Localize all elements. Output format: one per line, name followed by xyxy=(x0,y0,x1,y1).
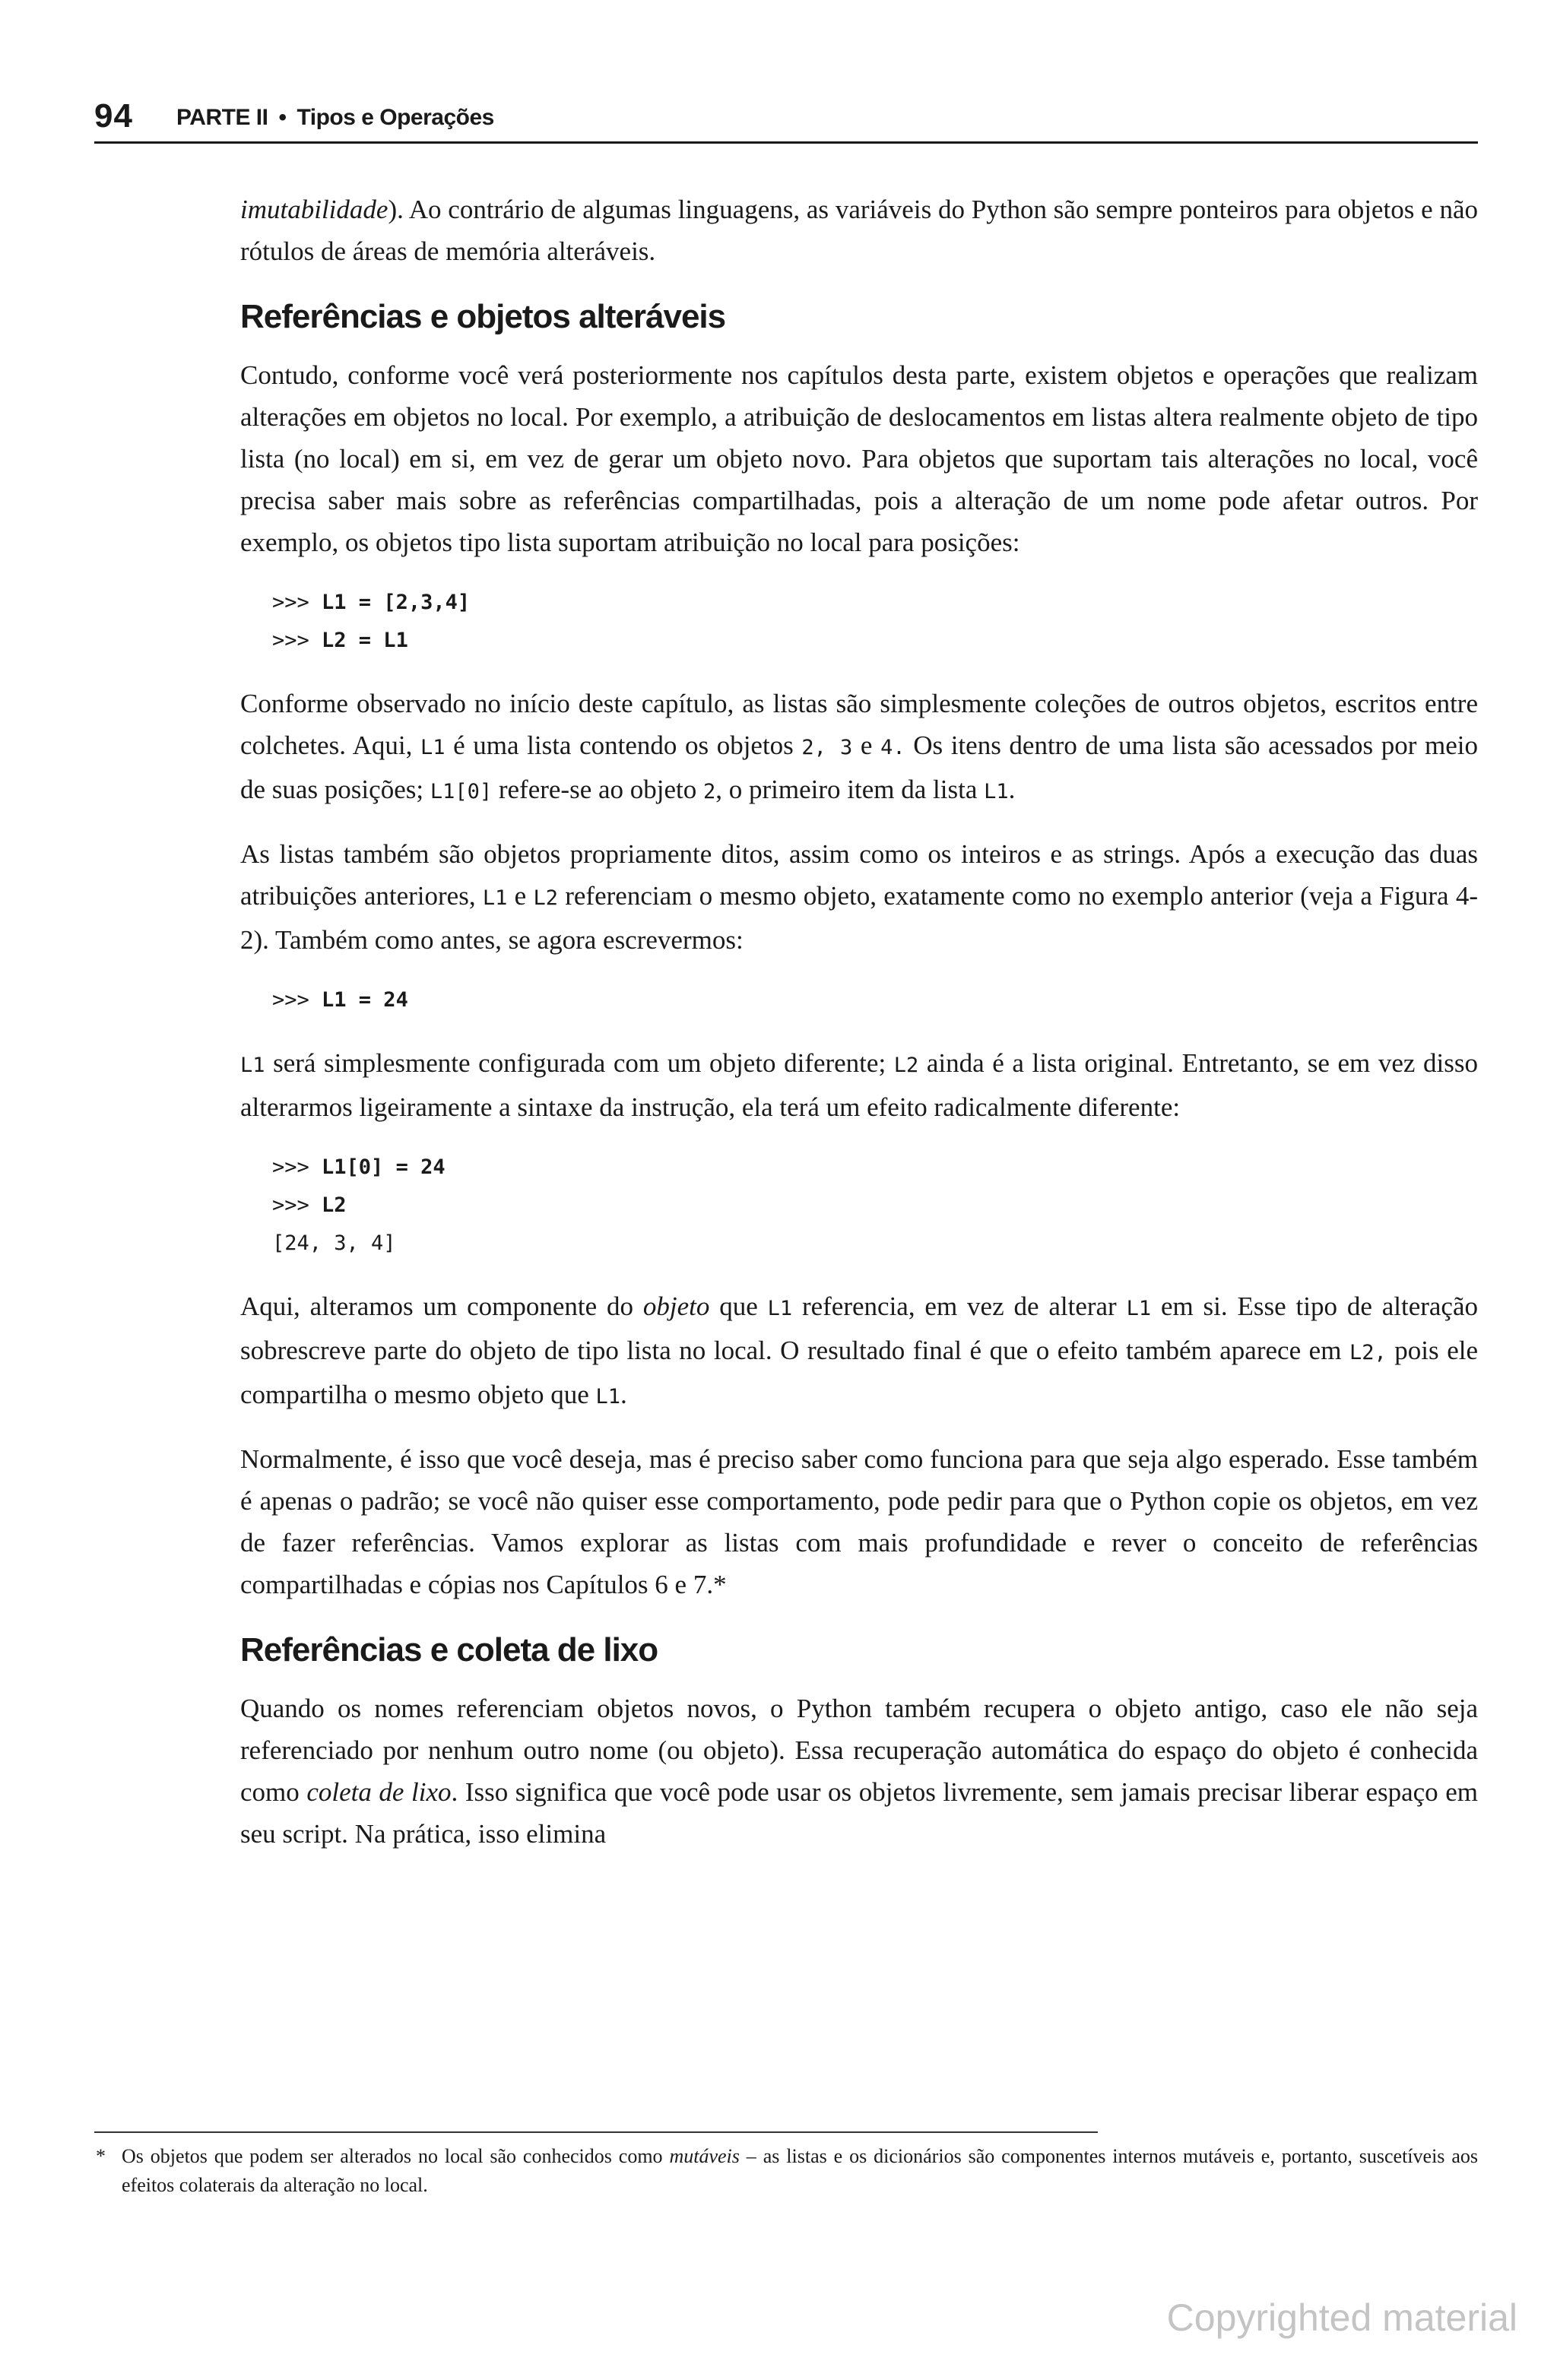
paragraph-3: Conforme observado no início deste capítulo, as listas são simplesmente coleções de outros objetos, escritos entre colchetes. Aqui, L1 é uma lista contendo os objetos 2, 3 e 4. Os itens dentro de uma lista são acessados por meio de suas posições; L1[0] refere-se ao objeto 2, o primeiro item da lista L1. xyxy=(240,689,1479,804)
inline-code: L2, xyxy=(1349,1341,1387,1364)
inline-code: 2, 3 xyxy=(801,736,853,759)
emphasis-term: mutáveis xyxy=(669,2145,740,2167)
emphasis-term: objeto xyxy=(642,1291,710,1321)
footnote-divider xyxy=(94,2131,1098,2133)
inline-code: L1 xyxy=(482,886,508,910)
inline-code: 4. xyxy=(880,736,905,759)
inline-code: L2 xyxy=(893,1054,919,1077)
running-head xyxy=(94,97,1478,144)
paragraph-5: L1 será simplesmente configurada com um objeto diferente; L2 ainda é a lista original. Entretanto, se em vez disso alterarmos ligeiramente a sintaxe da instrução, ela terá um efeito radicalmente diferente: xyxy=(240,1048,1478,1122)
inline-code: L1 xyxy=(1126,1297,1152,1320)
footnote-marker: * xyxy=(96,2145,106,2167)
section-heading-garbage-collection: Referências e coleta de lixo xyxy=(240,1631,658,1669)
code-block-3: >>> L1[0] = 24 >>> L2 [24, 3, 4] xyxy=(272,1155,446,1255)
part-label: PARTE II xyxy=(176,105,268,130)
inline-code: L1 xyxy=(420,736,446,759)
code-block-1: >>> L1 = [2,3,4] >>> L2 = L1 xyxy=(272,591,471,652)
code-block-2: >>> L1 = 24 xyxy=(272,988,408,1012)
paragraph-8: Quando os nomes referenciam objetos novos, o Python também recupera o objeto antigo, caso ele não seja referenciado por nenhum outro nome (ou objeto). Essa recuperação automática do espaço do objeto é conhecida como coleta de lixo. Isso significa que você pode usar os objetos livremente, sem jamais precisar liberar espaço em seu script. Na prática, isso elimina xyxy=(240,1694,1478,1849)
inline-code: L1 xyxy=(984,780,1009,803)
chapter-label: Tipos e Operações xyxy=(296,105,494,130)
inline-code: 2 xyxy=(703,780,716,803)
copyright-watermark: Copyrighted material xyxy=(1166,2296,1517,2339)
inline-code: L1 xyxy=(767,1297,793,1320)
bullet-separator: • xyxy=(278,105,287,130)
footnote: * Os objetos que podem ser alterados no local são conhecidos como mutáveis – as listas e os dicionários são componentes internos mutáveis e, portanto, suscetíveis aos efeitos colaterais da alteração no local. xyxy=(122,2142,1478,2200)
part-title xyxy=(176,105,494,131)
section-heading-shared-references: Referências e objetos alteráveis xyxy=(240,298,726,335)
inline-code: L1 xyxy=(595,1385,621,1409)
page-body xyxy=(240,189,1478,1875)
emphasis-term: imutabilidade xyxy=(240,195,388,224)
inline-code: L1[0] xyxy=(430,780,493,803)
paragraph-4: As listas também são objetos propriamente ditos, assim como os inteiros e as strings. Após a execução das duas atribuições anteriores, L1 e L2 referenciam o mesmo objeto, exatamente como no exemplo anterior (veja a Figura 4-2). Também como antes, se agora escrevermos: xyxy=(240,839,1478,955)
inline-code: L2 xyxy=(533,886,558,910)
inline-code: L1 xyxy=(240,1054,265,1077)
paragraph-1: imutabilidade). Ao contrário de algumas linguagens, as variáveis do Python são sempre ponteiros para objetos e não rótulos de áreas de memória alteráveis. xyxy=(240,195,1478,266)
paragraph-6: Aqui, alteramos um componente do objeto que L1 referencia, em vez de alterar L1 em si. Esse tipo de alteração sobrescreve parte do objeto de tipo lista no local. O resultado final é que o efeito também aparece em L2, pois ele compartilha o mesmo objeto que L1. xyxy=(240,1291,1478,1409)
emphasis-term: coleta de lixo xyxy=(306,1777,452,1807)
paragraph-7: Normalmente, é isso que você deseja, mas é preciso saber como funciona para que seja algo esperado. Esse também é apenas o padrão; se você não quiser esse comportamento, pode pedir para que o Python copie os objetos, em vez de fazer referências. Vamos explorar as listas com mais profundidade e rever o conceito de referências compartilhadas e cópias nos Capítulos 6 e 7.* xyxy=(240,1444,1478,1599)
paragraph-2: Contudo, conforme você verá posteriormente nos capítulos desta parte, existem objetos e operações que realizam alterações em objetos no local. Por exemplo, a atribuição de deslocamentos em listas altera realmente objeto de tipo lista (no local) em si, em vez de gerar um objeto novo. Para objetos que suportam tais alterações no local, você precisa saber mais sobre as referências compartilhadas, pois a alteração de um nome pode afetar outros. Por exemplo, os objetos tipo lista suportam atribuição no local para posições: xyxy=(240,360,1478,557)
page-number: 94 xyxy=(94,97,133,135)
